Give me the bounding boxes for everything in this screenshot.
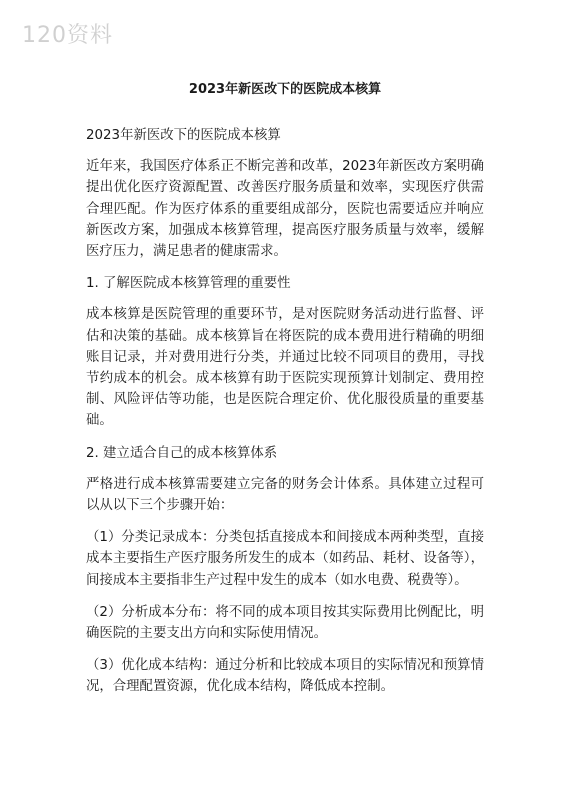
step-1-paragraph: （1）分类记录成本：分类包括直接成本和间接成本两种类型，直接成本主要指生产医疗服务所发生的成本（如药品、耗材、设备等），间接成本主要指非生产过程中发生的成本（如水电费、税费等）。 <box>86 530 484 588</box>
intro-paragraph: 近年来，我国医疗体系正不断完善和改革，2023年新医改方案明确提出优化医疗资源配置、改善医疗服务质量和效率，实现医疗供需合理匹配。作为医疗体系的重要组成部分，医院也需要适应并响应新医改方案，加强成本核算管理，提高医疗服务质量与效率，缓解医疗压力，满足患者的健康需求。 <box>86 159 484 260</box>
step-3-paragraph: （3）优化成本结构：通过分析和比较成本项目的实际情况和预算情况，合理配置资源，优化成本结构，降低成本控制。 <box>86 658 484 695</box>
document-title: 2023年新医改下的医院成本核算 <box>188 82 382 97</box>
document-body <box>86 125 484 709</box>
section-2-heading: 2. 建立适合自己的成本核算体系 <box>86 445 278 461</box>
section-1-paragraph: 成本核算是医院管理的重要环节，是对医院财务活动进行监督、评估和决策的基础。成本核算旨在将医院的成本费用进行精确的明细账目记录，并对费用进行分类，并通过比较不同项目的费用，寻找节约成本的机会。成本核算有助于医院实现预算计划制定、费用控制、风险评估等功能，也是医院合理定价、优化服役质量的重要基础。 <box>86 307 484 429</box>
document-subtitle: 2023年新医改下的医院成本核算 <box>86 128 281 143</box>
step-2-paragraph: （2）分析成本分布：将不同的成本项目按其实际费用比例配比，明确医院的主要支出方向和实际使用情况。 <box>86 604 484 642</box>
watermark-logo: 120资料 <box>22 23 113 48</box>
section-1-heading: 1. 了解医院成本核算管理的重要性 <box>86 276 291 292</box>
section-2-paragraph: 严格进行成本核算需要建立完备的财务会计体系。具体建立过程可以从以下三个步骤开始： <box>86 476 484 514</box>
